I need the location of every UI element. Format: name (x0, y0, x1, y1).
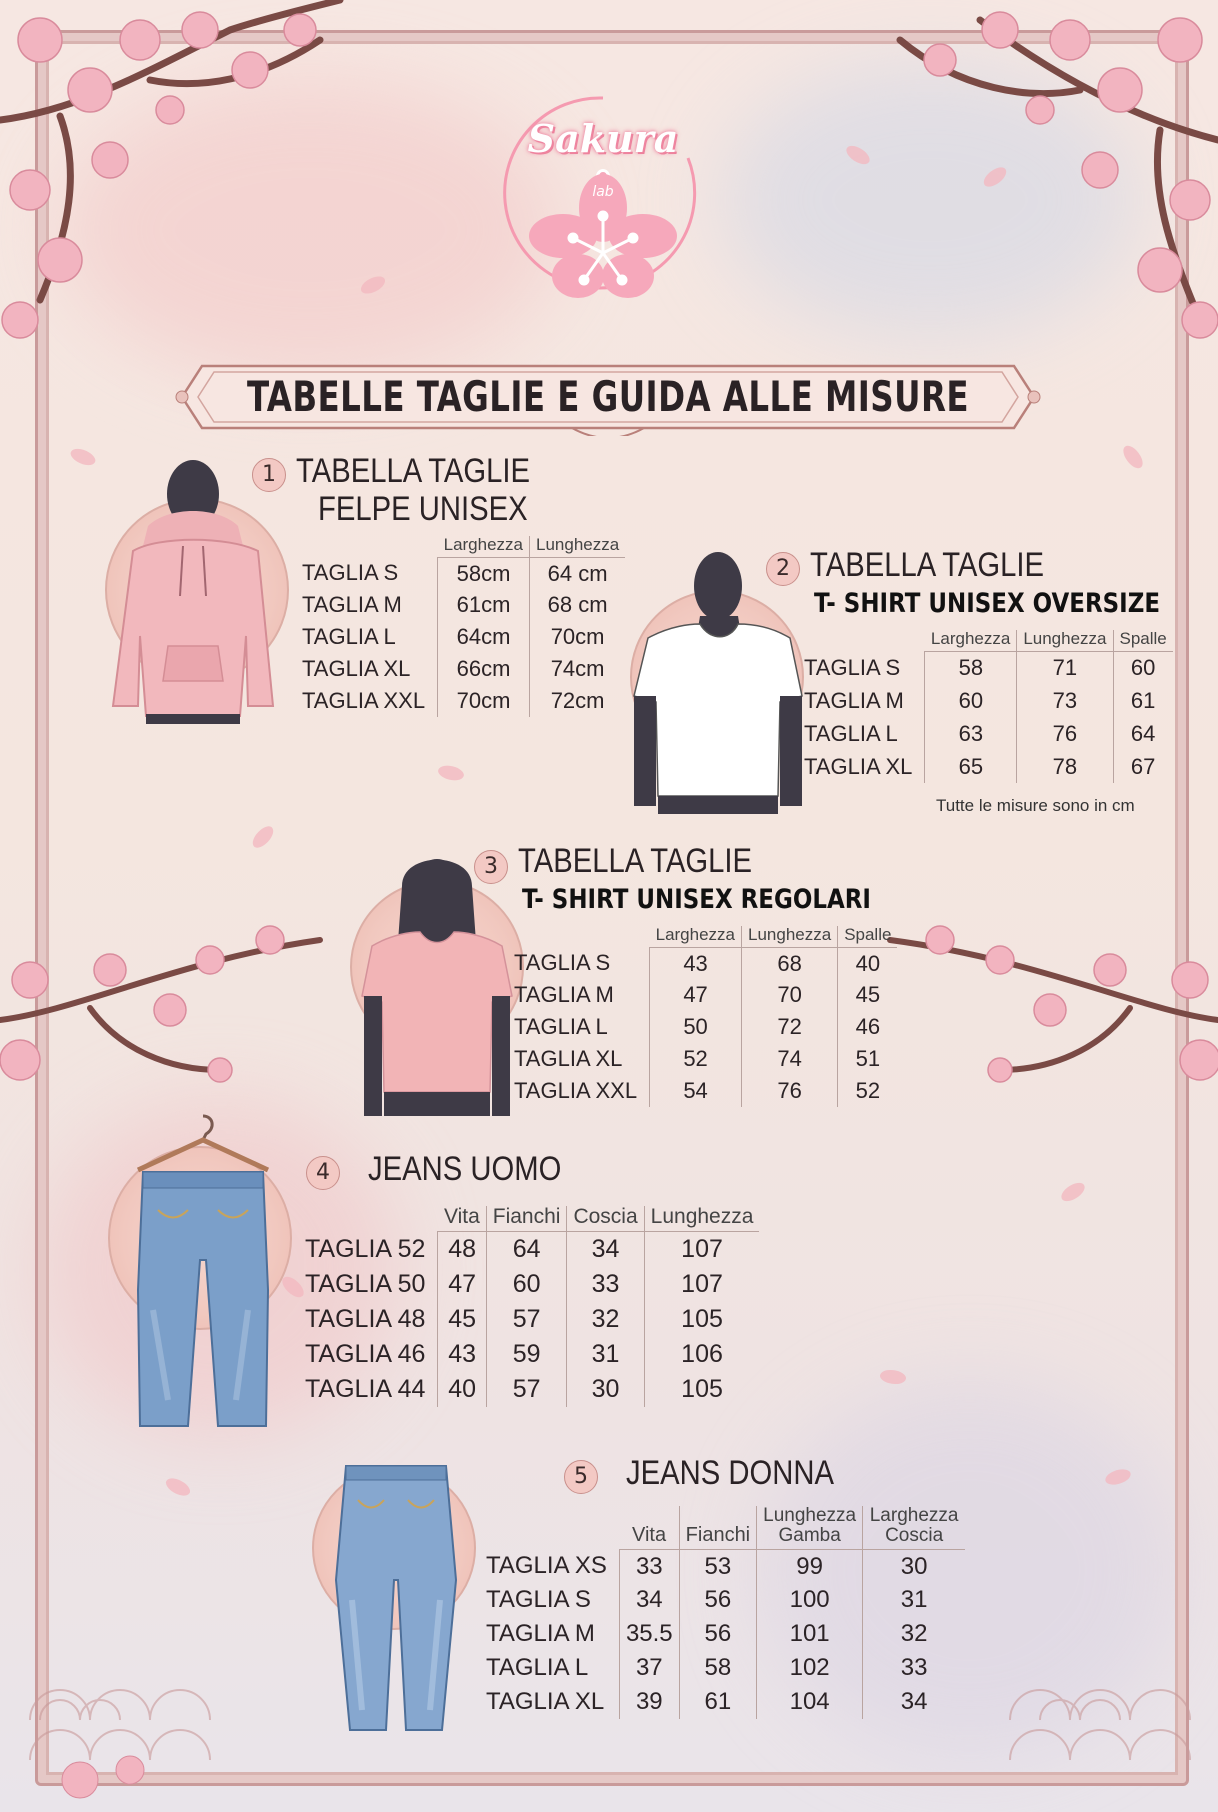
column-header: Larghezza (650, 926, 742, 947)
table-cell: 33 (619, 1549, 679, 1583)
table-cell: 61 (679, 1685, 756, 1719)
cherry-blossom-branch-icon (0, 0, 480, 360)
table-cell: 58cm (438, 557, 530, 589)
sakura-lab-logo (498, 88, 708, 308)
table-cell: 57 (486, 1372, 567, 1407)
table-cell: 101 (757, 1617, 863, 1651)
page-title: TABELLE TAGLIE E GUIDA ALLE MISURE (246, 372, 970, 421)
table-corner (486, 1506, 619, 1549)
table-cell: 105 (644, 1302, 759, 1337)
table-cell: 53 (679, 1549, 756, 1583)
column-header: Lunghezza (644, 1206, 759, 1232)
wave-pattern-icon (1000, 1520, 1200, 1800)
table-cell: 45 (438, 1302, 486, 1337)
table-cell: 33 (863, 1651, 966, 1685)
table-cell: 64cm (438, 621, 530, 653)
table-cell: 51 (838, 1043, 898, 1075)
section-number-badge: 3 (474, 850, 508, 884)
section-subtitle: T- SHIRT UNISEX OVERSIZE (814, 588, 1161, 619)
table-cell: 43 (650, 947, 742, 979)
table-corner (514, 926, 650, 947)
section-subtitle: FELPE UNISEX (318, 490, 528, 528)
size-label: TAGLIA L (302, 624, 396, 650)
measurement-note: Tutte le misure sono in cm (936, 796, 1135, 815)
jeans-on-hanger-icon (118, 1110, 288, 1436)
table-cell: 102 (757, 1651, 863, 1685)
table-cell: 73 (1017, 684, 1113, 717)
table-cell: 61 (1113, 684, 1173, 717)
logo-text: Sakura (527, 116, 679, 161)
table-cell: 100 (757, 1583, 863, 1617)
table-cell: 54 (650, 1075, 742, 1107)
table-cell: 30 (863, 1549, 966, 1583)
size-label: TAGLIA 48 (305, 1304, 426, 1333)
table-cell: 72cm (530, 685, 626, 717)
size-table-jeans-donna (486, 1506, 965, 1719)
column-header: Fianchi (679, 1506, 756, 1549)
table-cell: 68 cm (530, 589, 626, 621)
table-cell: 50 (650, 1011, 742, 1043)
table-cell: 47 (650, 979, 742, 1011)
table-cell: 30 (567, 1372, 644, 1407)
size-label: TAGLIA L (514, 1014, 608, 1040)
table-cell: 37 (619, 1651, 679, 1685)
table-cell: 61cm (438, 589, 530, 621)
size-label: TAGLIA XS (486, 1552, 607, 1580)
table-cell: 66cm (438, 653, 530, 685)
column-header: Spalle (1113, 630, 1173, 651)
table-cell: 60 (925, 684, 1017, 717)
size-label: TAGLIA S (302, 560, 399, 586)
table-cell: 32 (567, 1302, 644, 1337)
column-header: Larghezza Coscia (863, 1506, 966, 1549)
women-jeans-icon (316, 1460, 476, 1740)
column-header: Lunghezza (1017, 630, 1113, 651)
wave-pattern-icon (20, 1520, 220, 1800)
woman-tshirt-figure-icon (352, 846, 522, 1122)
table-cell: 46 (838, 1011, 898, 1043)
hoodie-figure-icon (108, 456, 288, 736)
cherry-blossom-branch-icon (880, 900, 1218, 1140)
size-label: TAGLIA 46 (305, 1339, 426, 1368)
table-cell: 35.5 (619, 1617, 679, 1651)
size-label: TAGLIA XL (514, 1046, 623, 1072)
table-cell: 31 (863, 1583, 966, 1617)
table-cell: 58 (679, 1651, 756, 1685)
size-label: TAGLIA M (302, 592, 402, 618)
table-cell: 65 (925, 750, 1017, 783)
table-cell: 72 (742, 1011, 838, 1043)
table-cell: 64 (1113, 717, 1173, 750)
table-cell: 105 (644, 1372, 759, 1407)
table-cell: 78 (1017, 750, 1113, 783)
table-corner (302, 536, 438, 557)
size-table-tshirt-regolari (514, 926, 897, 1107)
size-label: TAGLIA M (804, 687, 904, 713)
size-label: TAGLIA 44 (305, 1374, 426, 1403)
size-label: TAGLIA XXL (302, 688, 426, 714)
column-header: Coscia (567, 1206, 644, 1232)
table-cell: 106 (644, 1337, 759, 1372)
table-cell: 59 (486, 1337, 567, 1372)
table-cell: 57 (486, 1302, 567, 1337)
column-header: Lunghezza Gamba (757, 1506, 863, 1549)
column-header: Lunghezza (742, 926, 838, 947)
table-cell: 34 (619, 1583, 679, 1617)
table-cell: 40 (838, 947, 898, 979)
column-header: Lunghezza (530, 536, 626, 557)
table-cell: 43 (438, 1337, 486, 1372)
size-label: TAGLIA XL (486, 1688, 605, 1716)
table-cell: 34 (863, 1685, 966, 1719)
table-cell: 58 (925, 651, 1017, 684)
size-label: TAGLIA L (486, 1654, 589, 1682)
table-cell: 67 (1113, 750, 1173, 783)
size-label: TAGLIA M (514, 982, 614, 1008)
cherry-blossom-branch-icon (0, 900, 330, 1140)
section-title: JEANS UOMO (368, 1150, 562, 1188)
size-label: TAGLIA XL (302, 656, 411, 682)
section-subtitle: T- SHIRT UNISEX REGOLARI (522, 884, 871, 915)
table-cell: 60 (1113, 651, 1173, 684)
size-label: TAGLIA S (514, 950, 611, 976)
size-table-tshirt-oversize (804, 630, 1173, 783)
logo-subtext: lab (592, 184, 614, 200)
column-header: Larghezza (438, 536, 530, 557)
column-header: Fianchi (486, 1206, 567, 1232)
table-cell: 52 (650, 1043, 742, 1075)
column-header: Vita (438, 1206, 486, 1232)
section-title: TABELLA TAGLIE (518, 842, 753, 880)
section-number-badge: 2 (766, 552, 800, 586)
table-cell: 45 (838, 979, 898, 1011)
section-number-badge: 4 (306, 1156, 340, 1190)
size-table-jeans-uomo (305, 1206, 759, 1407)
table-cell: 76 (742, 1075, 838, 1107)
section-title: JEANS DONNA (626, 1454, 834, 1492)
table-cell: 64 (486, 1232, 567, 1267)
column-header: Larghezza (925, 630, 1017, 651)
table-cell: 40 (438, 1372, 486, 1407)
table-cell: 52 (838, 1075, 898, 1107)
tshirt-figure-icon (630, 546, 810, 816)
page-title-banner (172, 358, 1044, 436)
size-label: TAGLIA XXL (514, 1078, 638, 1104)
table-cell: 104 (757, 1685, 863, 1719)
table-cell: 63 (925, 717, 1017, 750)
column-header: Vita (619, 1506, 679, 1549)
size-label: TAGLIA 50 (305, 1269, 426, 1298)
table-cell: 71 (1017, 651, 1113, 684)
table-corner (305, 1206, 438, 1232)
size-label: TAGLIA 52 (305, 1234, 426, 1263)
section-number-badge: 1 (252, 458, 286, 492)
table-corner (804, 630, 925, 651)
table-cell: 74cm (530, 653, 626, 685)
size-label: TAGLIA XL (804, 753, 913, 779)
column-header: Spalle (838, 926, 898, 947)
section-title: TABELLA TAGLIE (296, 452, 531, 490)
table-cell: 39 (619, 1685, 679, 1719)
table-cell: 33 (567, 1267, 644, 1302)
table-cell: 70cm (530, 621, 626, 653)
table-cell: 56 (679, 1583, 756, 1617)
section-number-badge: 5 (564, 1460, 598, 1494)
table-cell: 64 cm (530, 557, 626, 589)
size-label: TAGLIA S (804, 654, 901, 680)
table-cell: 34 (567, 1232, 644, 1267)
table-cell: 107 (644, 1267, 759, 1302)
table-cell: 68 (742, 947, 838, 979)
table-cell: 31 (567, 1337, 644, 1372)
table-cell: 60 (486, 1267, 567, 1302)
section-title: TABELLA TAGLIE (810, 546, 1045, 584)
table-cell: 48 (438, 1232, 486, 1267)
size-label: TAGLIA L (804, 720, 898, 746)
table-cell: 74 (742, 1043, 838, 1075)
size-label: TAGLIA S (486, 1586, 591, 1614)
size-table-hoodie (302, 536, 625, 717)
table-cell: 32 (863, 1617, 966, 1651)
table-cell: 99 (757, 1549, 863, 1583)
table-cell: 76 (1017, 717, 1113, 750)
size-label: TAGLIA M (486, 1620, 595, 1648)
table-cell: 107 (644, 1232, 759, 1267)
table-cell: 70cm (438, 685, 530, 717)
table-cell: 47 (438, 1267, 486, 1302)
table-cell: 56 (679, 1617, 756, 1651)
table-cell: 70 (742, 979, 838, 1011)
